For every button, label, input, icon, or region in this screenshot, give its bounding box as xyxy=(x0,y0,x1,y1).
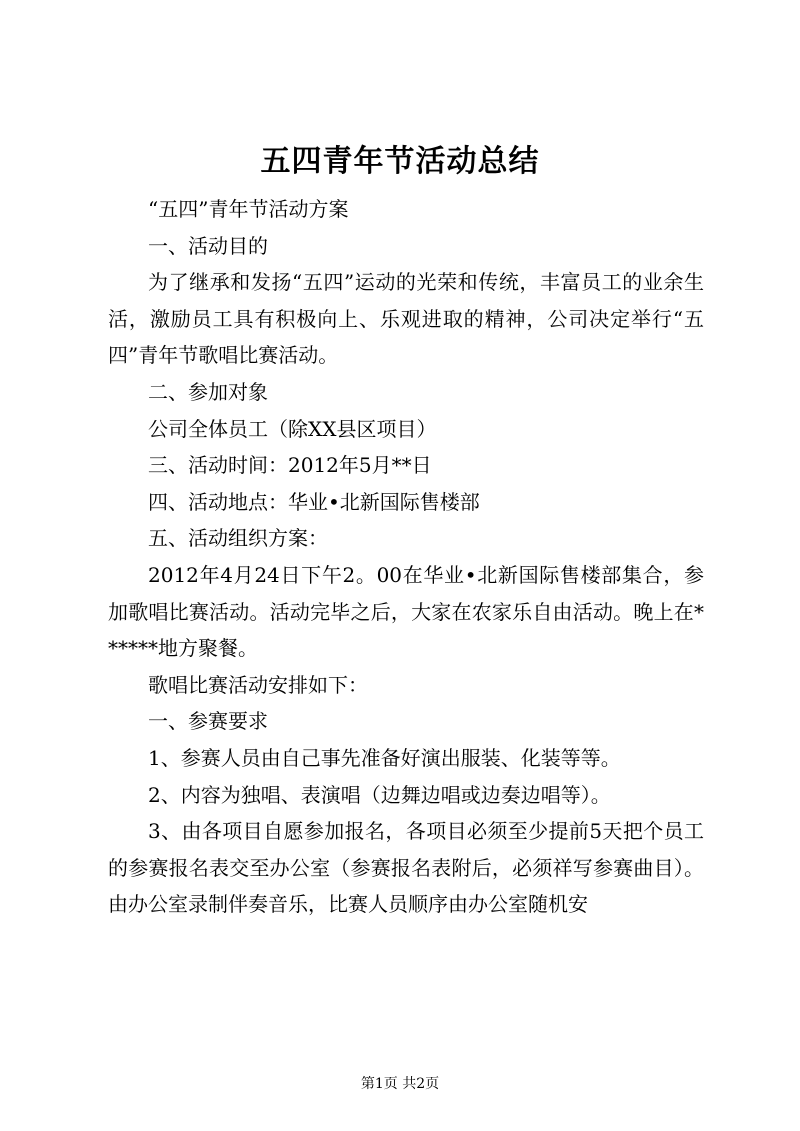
paragraph: 1、参赛人员由自己事先准备好演出服装、化装等等。 xyxy=(148,745,621,770)
paragraph: 二、参加对象 xyxy=(148,379,268,404)
paragraph: 2012年4月24日下午2。00在华业•北新国际售楼部集合，参加歌唱比赛活动。活动完毕之后，大家在农家乐自由活动。晚上在******地方聚餐。 xyxy=(108,562,704,661)
document-title: 五四青年节活动总结 xyxy=(260,144,540,179)
paragraph: 四、活动地点：华业•北新国际售楼部 xyxy=(148,489,480,514)
paragraph: 三、活动时间：2012年5月**日 xyxy=(148,453,432,478)
document-body xyxy=(108,191,704,923)
paragraph: 3、由各项目自愿参加报名，各项目必须至少提前5天把个员工的参赛报名表交至办公室（参赛报名表附后，必须祥写参赛曲目）。由办公室录制伴奏音乐，比赛人员顺序由办公室随机安 xyxy=(108,819,704,917)
paragraph: 歌唱比赛活动安排如下： xyxy=(148,672,368,697)
paragraph: 为了继承和发扬“五四”运动的光荣和传统，丰富员工的业余生活，激励员工具有积极向上、乐观进取的精神，公司决定举行“五四”青年节歌唱比赛活动。 xyxy=(108,270,704,368)
paragraph: 一、参赛要求 xyxy=(148,709,268,734)
paragraph: 一、活动目的 xyxy=(148,233,268,258)
paragraph: 公司全体员工（除XX县区项目） xyxy=(148,416,437,441)
paragraph: “五四”青年节活动方案 xyxy=(148,197,349,221)
page-footer: 第1页 共2页 xyxy=(360,1076,440,1092)
paragraph: 2、内容为独唱、表演唱（边舞边唱或边奏边唱等）。 xyxy=(148,782,611,807)
paragraph: 五、活动组织方案： xyxy=(148,526,328,551)
